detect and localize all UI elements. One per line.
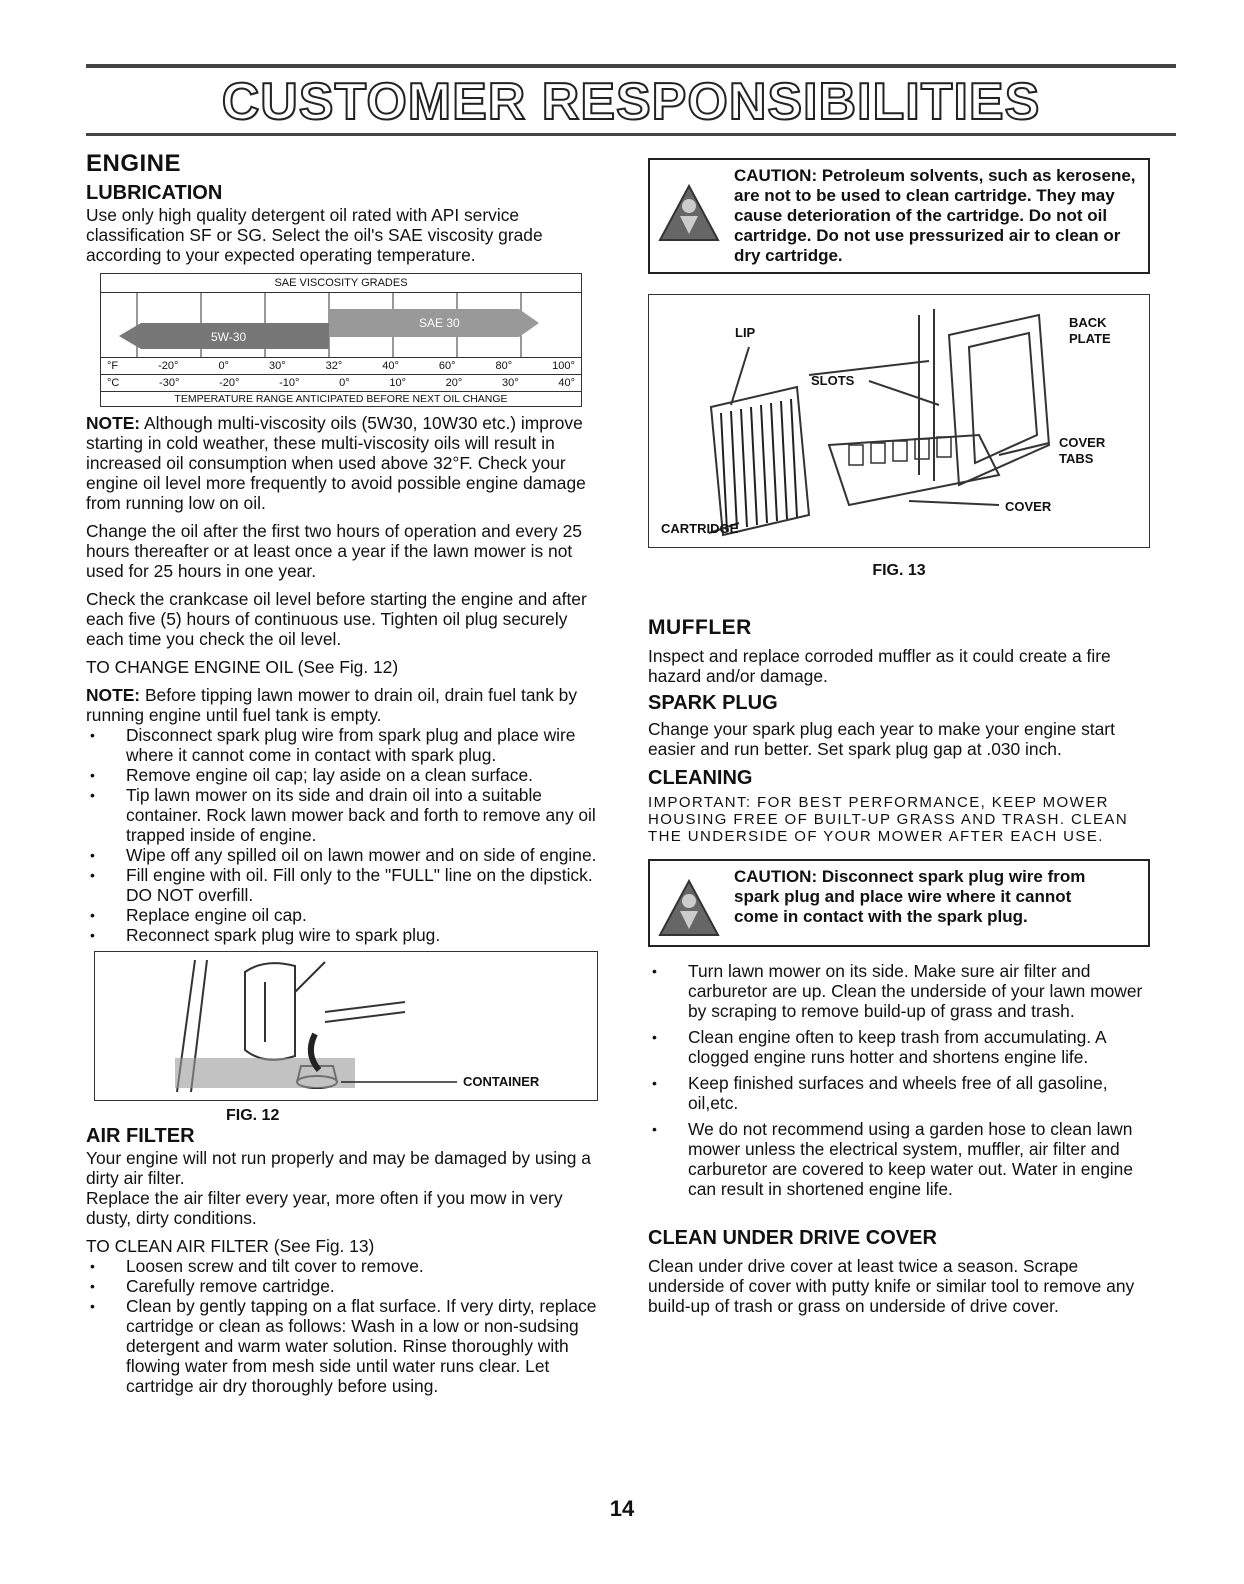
cover-tabs-label-2: TABS xyxy=(1059,451,1094,466)
fig12-caption: FIG. 12 xyxy=(226,1107,280,1124)
fig13-caption: FIG. 13 xyxy=(872,562,926,579)
left-column xyxy=(86,150,598,1396)
list-item: • Loosen screw and tilt cover to remove. xyxy=(86,1256,598,1276)
lip-label: LIP xyxy=(735,325,756,340)
note2-text: Before tipping lawn mower to drain oil, drain fuel tank by running engine until fuel tank is empty. xyxy=(86,685,578,725)
right-column xyxy=(648,158,1150,1316)
air-filter-paragraph-1: Your engine will not run properly and may be damaged by using a dirty air filter. xyxy=(86,1148,591,1188)
clean-air-filter-heading: TO CLEAN AIR FILTER (See Fig. 13) xyxy=(86,1236,375,1256)
f-tick: 30° xyxy=(268,360,286,372)
c-tick: -20° xyxy=(219,377,240,389)
c-tick: 40° xyxy=(558,377,575,389)
f-tick: 60° xyxy=(438,360,456,372)
check-oil-paragraph: Check the crankcase oil level before starting the engine and after each five (5) hours of continuous use. Tighten oil plug securely each time you check the oil level. xyxy=(86,589,587,649)
top-rule xyxy=(86,64,1176,68)
lubrication-intro: Use only high quality detergent oil rated with API service classification SF or SG. Select the oil's SAE viscosity grade according to your expected operating temperature. xyxy=(86,205,543,265)
muffler-heading: MUFFLER xyxy=(648,616,752,639)
cover-label: COVER xyxy=(1005,499,1052,514)
list-item: • Clean by gently tapping on a flat surface. If very dirty, replace cartridge or clean as follows: Wash in a low or non-sudsing detergent and warm water solution. Rinse thoroughly with flowing water from mesh side until water runs clear. Let cartridge air dry thoroughly before using. xyxy=(86,1296,598,1396)
engine-heading: ENGINE xyxy=(86,150,182,177)
back-plate-label-1: BACK xyxy=(1069,315,1107,330)
list-item: • Turn lawn mower on its side. Make sure air filter and carburetor are up. Clean the underside of your lawn mower by scraping to remove build-up of grass and trash. xyxy=(648,961,1150,1021)
f-tick: 100° xyxy=(552,360,575,372)
caution-text-solvents: CAUTION: Petroleum solvents, such as kerosene, are not to be used to clean cartridge. They may cause deterioration of the cartridge. Do not oil cartridge. Do not use pressurized air to clean or dry cartridge. xyxy=(734,166,1136,265)
f-tick: 32° xyxy=(325,360,343,372)
note-label: NOTE: xyxy=(86,413,141,433)
cleaning-steps xyxy=(648,961,1150,1199)
container-label: CONTAINER xyxy=(463,1074,540,1089)
list-item: • Tip lawn mower on its side and drain oil into a suitable container. Rock lawn mower back and forth to remove any oil trapped inside of engine. xyxy=(86,785,598,845)
c-tick: 0° xyxy=(339,377,350,389)
change-oil-heading: TO CHANGE ENGINE OIL (See Fig. 12) xyxy=(86,657,399,677)
warning-icon xyxy=(658,184,720,244)
band-5w30-label: 5W-30 xyxy=(211,330,247,344)
list-item: • Replace engine oil cap. xyxy=(86,905,598,925)
f-tick: 0° xyxy=(218,360,229,372)
fahrenheit-ticks xyxy=(101,357,581,374)
c-tick: -10° xyxy=(279,377,300,389)
list-item: • Clean engine often to keep trash from accumulating. A clogged engine runs hotter and shortens engine life. xyxy=(648,1027,1150,1067)
spark-plug-text: Change your spark plug each year to make your engine start easier and run better. Set spark plug gap at .030 inch. xyxy=(648,719,1115,759)
caution-text-spark-plug: CAUTION: Disconnect spark plug wire from spark plug and place wire where it cannot come in contact with the spark plug. xyxy=(734,867,1086,926)
c-tick: 30° xyxy=(502,377,519,389)
warning-icon xyxy=(658,879,720,939)
page-title: CUSTOMER RESPONSIBILITIES xyxy=(221,73,1041,131)
caution-box-solvents xyxy=(648,158,1150,274)
caution-box-spark-plug xyxy=(648,859,1150,947)
f-tick: °F xyxy=(107,360,119,372)
c-tick: -30° xyxy=(159,377,180,389)
air-filter-paragraph-2: Replace the air filter every year, more often if you mow in very dusty, dirty conditions. xyxy=(86,1188,563,1228)
drain-fuel-note xyxy=(86,685,598,725)
cleaning-heading: CLEANING xyxy=(648,767,753,789)
figure-12 xyxy=(94,951,598,1101)
change-oil-steps xyxy=(86,725,598,945)
cartridge-label: CARTRIDGE xyxy=(661,521,739,536)
list-item: • Keep finished surfaces and wheels free of all gasoline, oil,etc. xyxy=(648,1073,1150,1113)
band-sae30-label: SAE 30 xyxy=(419,316,460,330)
drive-cover-heading: CLEAN UNDER DRIVE COVER xyxy=(648,1227,937,1249)
list-item: • Wipe off any spilled oil on lawn mower and on side of engine. xyxy=(86,845,598,865)
air-filter-heading: AIR FILTER xyxy=(86,1125,195,1147)
list-item: • Remove engine oil cap; lay aside on a clean surface. xyxy=(86,765,598,785)
cover-tabs-label-1: COVER xyxy=(1059,435,1106,450)
change-oil-paragraph: Change the oil after the first two hours of operation and every 25 hours thereafter or at least once a year if the lawn mower is not used for 25 hours in one year. xyxy=(86,521,582,581)
slots-label: SLOTS xyxy=(811,373,855,388)
note-text: Although multi-viscosity oils (5W30, 10W30 etc.) improve starting in cold weather, these multi-viscosity oils will result in increased oil consumption when used above 32°F. Check your engine oil level more frequently to avoid possible engine damage from running low on oil. xyxy=(86,413,586,513)
f-tick: 40° xyxy=(382,360,399,372)
back-plate-label-2: PLATE xyxy=(1069,331,1111,346)
celsius-ticks xyxy=(101,374,581,391)
c-tick: 20° xyxy=(445,377,463,389)
list-item: • Disconnect spark plug wire from spark plug and place wire where it cannot come in contact with spark plug. xyxy=(86,725,598,765)
muffler-text: Inspect and replace corroded muffler as it could create a fire hazard and/or damage. xyxy=(648,646,1111,686)
f-tick: -20° xyxy=(158,360,179,372)
list-item: • Carefully remove cartridge. xyxy=(86,1276,598,1296)
list-item: • Reconnect spark plug wire to spark plug. xyxy=(86,925,598,945)
viscosity-chart-footer: TEMPERATURE RANGE ANTICIPATED BEFORE NEXT OIL CHANGE xyxy=(101,391,581,406)
multi-viscosity-note xyxy=(86,413,598,513)
title-rule xyxy=(86,133,1176,136)
drive-cover-text: Clean under drive cover at least twice a season. Scrape underside of cover with putty knife or similar tool to remove any build-up of trash or grass on underside of drive cover. xyxy=(648,1256,1135,1316)
c-tick: °C xyxy=(107,377,120,389)
list-item: • We do not recommend using a garden hose to clean lawn mower unless the electrical system, muffler, air filter and carburetor are covered to keep water out. Water in engine can result in shortened engine life. xyxy=(648,1119,1150,1199)
viscosity-chart-header: SAE VISCOSITY GRADES xyxy=(101,274,581,293)
viscosity-chart xyxy=(100,273,582,407)
note2-label: NOTE: xyxy=(86,685,141,705)
air-filter-steps xyxy=(86,1256,598,1396)
page-number: 14 xyxy=(609,1496,635,1521)
spark-plug-heading: SPARK PLUG xyxy=(648,692,778,714)
f-tick: 80° xyxy=(495,360,513,372)
c-tick: 10° xyxy=(389,377,406,389)
list-item: • Fill engine with oil. Fill only to the "FULL" line on the dipstick. DO NOT overfill. xyxy=(86,865,598,905)
important-notice: IMPORTANT: FOR BEST PERFORMANCE, KEEP MOWER HOUSING FREE OF BUILT-UP GRASS AND TRASH. CLEAN THE UNDERSIDE OF YOUR MOWER AFTER EACH USE. xyxy=(648,794,1129,845)
lubrication-heading: LUBRICATION xyxy=(86,182,223,204)
viscosity-bands xyxy=(101,293,579,357)
figure-13 xyxy=(648,294,1150,548)
